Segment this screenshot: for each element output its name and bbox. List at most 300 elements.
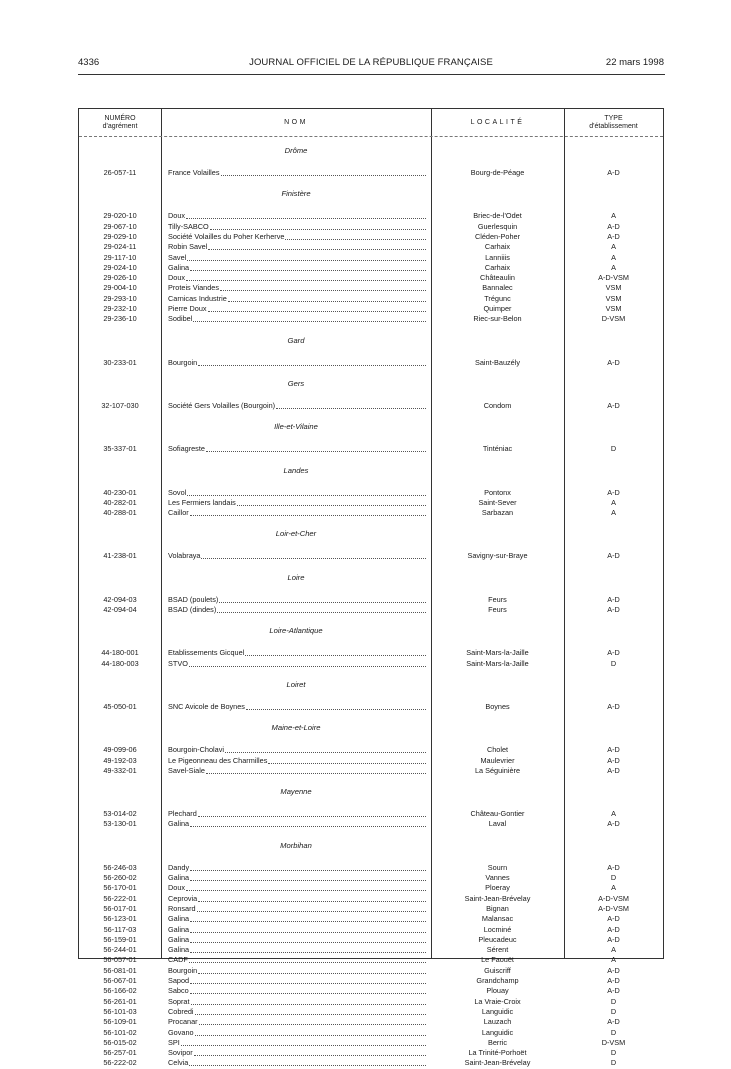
numero-cell: 53-130-01 — [103, 819, 137, 829]
nom-cell — [168, 222, 426, 232]
type-cell: A-D — [607, 1017, 620, 1027]
nom-cell — [168, 863, 426, 873]
type-cell: A — [611, 211, 616, 221]
localite-cell: Malansac — [481, 914, 514, 924]
localite-cell: Châteaulin — [480, 273, 515, 283]
departement-heading: Finistère — [281, 189, 311, 199]
dot-leader — [245, 648, 426, 656]
nom-cell — [168, 273, 426, 283]
nom-text: Galina — [168, 873, 190, 882]
nom-cell — [168, 283, 426, 293]
nom-cell — [168, 1048, 426, 1058]
localite-cell: Feurs — [488, 605, 507, 614]
dot-leader — [187, 253, 426, 261]
nom-cell — [168, 894, 426, 904]
nom-cell — [168, 595, 426, 605]
type-cell: D — [610, 996, 617, 1006]
dot-leader — [186, 211, 426, 219]
dot-leader — [190, 914, 426, 922]
dot-leader — [186, 883, 426, 891]
table-row — [79, 894, 663, 904]
nom-cell — [168, 605, 426, 615]
numero-cell: 29-024-10 — [103, 262, 137, 272]
departement-heading: Loiret — [286, 679, 306, 689]
dot-leader — [198, 809, 426, 817]
nom-text: Sapod — [168, 976, 190, 985]
nom-cell — [168, 551, 426, 561]
table-row — [79, 883, 663, 893]
numero-cell: 56-170-01 — [103, 883, 137, 893]
departement-heading: Loire-Atlantique — [269, 626, 323, 636]
localite-cell: Sérent — [486, 945, 509, 955]
table-row — [79, 766, 663, 776]
type-cell: A-D — [607, 986, 620, 996]
table-row — [79, 955, 663, 965]
table-row — [79, 1017, 663, 1027]
type-cell: D-VSM — [601, 314, 626, 324]
type-cell: VSM — [605, 283, 622, 293]
type-cell: D-VSM — [601, 1037, 626, 1047]
type-cell: D — [610, 1027, 617, 1037]
numero-cell: 56-109-01 — [103, 1017, 137, 1027]
numero-cell: 32-107-030 — [101, 400, 139, 410]
departement-heading: Loir-et-Cher — [275, 529, 317, 539]
numero-cell: 56-101-03 — [103, 1006, 137, 1016]
numero-cell: 49-099-06 — [103, 745, 137, 755]
table-row — [79, 756, 663, 766]
nom-text: Sovipor — [168, 1048, 193, 1058]
localite-cell: Lauzach — [483, 1017, 512, 1027]
nom-text: Caillor — [168, 508, 189, 518]
type-cell: A-D — [607, 487, 620, 497]
dot-leader — [201, 551, 426, 559]
nom-text: Doux — [168, 883, 186, 893]
table-row — [79, 1038, 663, 1048]
type-cell: A-D — [607, 400, 620, 410]
dot-leader — [187, 488, 426, 496]
localite-cell: Maulevrier — [480, 755, 515, 765]
nom-cell — [168, 819, 426, 829]
localite-cell: Château-Gontier — [470, 809, 525, 819]
nom-text: Plechard — [168, 809, 197, 819]
numero-cell: 26-057-11 — [103, 168, 137, 177]
header-type — [564, 109, 663, 137]
nom-text: Sabco — [168, 986, 189, 996]
table-row — [79, 444, 663, 454]
nom-text: France Volailles — [168, 168, 220, 177]
nom-cell — [168, 294, 426, 304]
nom-cell — [168, 488, 426, 498]
nom-cell — [168, 976, 426, 986]
dot-leader — [193, 314, 426, 322]
dot-leader — [246, 702, 426, 710]
numero-cell: 40-230-01 — [103, 487, 137, 497]
nom-text: SNC Avicole de Boynes — [168, 701, 245, 711]
nom-text: Le Pigeonneau des Charmilles — [168, 755, 268, 765]
nom-cell — [168, 745, 426, 755]
dot-leader — [190, 263, 426, 271]
table-row — [79, 314, 663, 324]
header-rule — [78, 74, 665, 75]
table-row — [79, 1028, 663, 1038]
type-cell: A-D — [607, 357, 620, 367]
numero-cell: 29-236-10 — [103, 314, 137, 324]
nom-cell — [168, 1007, 426, 1017]
nom-cell — [168, 1058, 426, 1068]
nom-text: Galina — [168, 924, 190, 934]
nom-cell — [168, 232, 426, 242]
table-row — [79, 222, 663, 232]
numero-cell: 56-257-01 — [103, 1048, 137, 1058]
type-cell: A-D-VSM — [598, 893, 629, 903]
dot-leader — [190, 925, 426, 933]
numero-cell: 44-180-003 — [101, 658, 139, 668]
numero-cell: 56-246-03 — [103, 862, 137, 872]
localite-cell: Boynes — [485, 701, 510, 711]
localite-cell: Bignan — [486, 903, 509, 913]
nom-text: Sofiagreste — [168, 444, 205, 454]
localite-cell: Saint-Sever — [478, 497, 517, 507]
nom-cell — [168, 873, 426, 883]
localite-cell: Le Faouët — [481, 955, 514, 965]
nom-cell — [168, 168, 426, 178]
numero-cell: 56-159-01 — [103, 934, 137, 944]
table-row — [79, 242, 663, 252]
localite-cell: Saint-Bauzély — [474, 357, 521, 367]
localite-cell: La Trinité-Porhoët — [468, 1048, 527, 1058]
nom-text: Pierre Doux — [168, 304, 207, 313]
nom-cell — [168, 966, 426, 976]
numero-cell: 42-094-04 — [103, 605, 137, 614]
table-row — [79, 1048, 663, 1058]
dot-leader — [210, 222, 426, 230]
type-cell: A-D-VSM — [598, 903, 629, 913]
localite-cell: Cholet — [486, 745, 509, 755]
table-row — [79, 976, 663, 986]
dot-leader — [189, 1058, 426, 1066]
table-row — [79, 863, 663, 873]
nom-text: Les Fermiers landais — [168, 497, 236, 507]
dot-leader — [190, 986, 426, 994]
nom-text: Procanar — [168, 1017, 198, 1027]
dot-leader — [206, 766, 426, 774]
type-cell: A — [611, 497, 616, 507]
nom-cell — [168, 508, 426, 518]
dot-leader — [198, 894, 426, 902]
localite-cell: Guerlesquin — [477, 221, 518, 231]
departement-heading: Morbihan — [280, 840, 312, 850]
type-cell: A-D — [607, 976, 620, 985]
journal-title: JOURNAL OFFICIEL DE LA RÉPUBLIQUE FRANÇAISE — [249, 57, 493, 68]
type-cell: A — [611, 252, 616, 262]
type-cell: A — [611, 262, 616, 272]
type-cell: A-D — [607, 168, 620, 177]
localite-cell: Tinténiac — [482, 444, 513, 454]
departement-heading: Landes — [283, 465, 309, 475]
localite-cell: Pleucadeuc — [478, 934, 517, 944]
dot-leader — [190, 873, 426, 881]
nom-cell — [168, 242, 426, 252]
numero-cell: 29-067-10 — [103, 221, 137, 231]
nom-cell — [168, 358, 426, 368]
dot-leader — [206, 444, 426, 452]
type-cell: A-D — [607, 745, 620, 755]
dot-leader — [237, 498, 426, 506]
agrement-table — [78, 108, 664, 1068]
numero-cell: 29-293-10 — [103, 293, 137, 303]
nom-cell — [168, 935, 426, 945]
localite-cell: Feurs — [488, 594, 507, 604]
type-cell: A-D — [607, 755, 620, 765]
dot-leader — [198, 966, 426, 974]
table-row — [79, 702, 663, 712]
localite-cell: Languidic — [481, 1027, 514, 1037]
dot-leader — [190, 863, 426, 871]
table-row — [79, 648, 663, 658]
type-cell: A-D — [607, 914, 620, 924]
table-row — [79, 966, 663, 976]
nom-cell — [168, 1017, 426, 1027]
numero-cell: 29-117-10 — [103, 252, 137, 262]
dot-leader — [197, 904, 426, 912]
nom-text: Ronsard — [168, 903, 196, 913]
departement-heading: Gard — [287, 335, 305, 345]
nom-text: Sovol — [168, 487, 187, 497]
nom-cell — [168, 304, 426, 314]
departement-heading: Mayenne — [280, 787, 312, 797]
numero-cell: 56-057-01 — [103, 955, 137, 965]
localite-cell: Plouay — [486, 986, 509, 996]
nom-text: Bourgoin — [168, 357, 198, 367]
type-cell: A-D — [607, 605, 620, 614]
localite-cell: Bannalec — [482, 283, 513, 293]
nom-cell — [168, 809, 426, 819]
localite-cell: Locminé — [483, 924, 512, 934]
localite-cell: Saint-Jean-Brévelay — [464, 893, 531, 903]
localite-cell: Cléden-Poher — [474, 231, 521, 241]
nom-text: Galina — [168, 262, 190, 272]
table-row — [79, 1007, 663, 1017]
nom-text: Bourgoin-Cholavi — [168, 745, 224, 755]
table-row — [79, 232, 663, 242]
table-row — [79, 605, 663, 615]
dot-leader — [189, 659, 426, 667]
localite-cell: Saint-Jean-Brévelay — [464, 1058, 531, 1068]
localite-cell: Languidic — [481, 1006, 514, 1016]
localite-cell: Saint-Mars-la-Jaille — [466, 648, 529, 658]
table-row — [79, 498, 663, 508]
dot-leader — [220, 283, 426, 291]
dot-leader — [195, 1007, 426, 1015]
localite-cell: Berric — [487, 1037, 508, 1047]
numero-cell: 42-094-03 — [103, 594, 137, 604]
nom-cell — [168, 253, 426, 263]
header-separator — [79, 136, 663, 137]
type-cell: A-D — [607, 765, 620, 775]
dot-leader — [195, 1028, 426, 1036]
nom-text: Ceprovia — [168, 893, 198, 903]
table-row — [79, 659, 663, 669]
departement-heading: Maine-et-Loire — [271, 723, 321, 733]
nom-text: Volabraya — [168, 551, 201, 561]
numero-cell: 29-026-10 — [103, 273, 137, 283]
numero-cell: 56-101-02 — [103, 1027, 137, 1037]
table-row — [79, 935, 663, 945]
numero-cell: 56-067-01 — [103, 976, 137, 985]
nom-text: Galina — [168, 934, 190, 944]
table-row — [79, 273, 663, 283]
table-row — [79, 168, 663, 178]
type-cell: A-D — [607, 701, 620, 711]
type-cell: D — [610, 658, 617, 668]
numero-cell: 29-004-10 — [103, 283, 137, 293]
localite-cell: Quimper — [483, 304, 512, 313]
dot-leader — [194, 1048, 426, 1056]
numero-cell: 56-123-01 — [103, 914, 137, 924]
table-row — [79, 904, 663, 914]
localite-cell: Carhaix — [484, 242, 511, 252]
nom-text: Société Gers Volailles (Bourgoin) — [168, 400, 276, 410]
table-row — [79, 294, 663, 304]
numero-cell: 56-261-01 — [103, 996, 137, 1006]
publication-date: 22 mars 1998 — [605, 57, 664, 68]
nom-cell — [168, 883, 426, 893]
nom-text: Société Volailles du Poher Kerherve — [168, 231, 285, 241]
table-row — [79, 401, 663, 411]
header-localite — [431, 109, 564, 137]
table-row — [79, 925, 663, 935]
localite-cell: Savigny-sur-Braye — [467, 551, 528, 561]
type-cell: A — [611, 508, 616, 518]
nom-text: BSAD (dindes) — [168, 605, 217, 614]
numero-cell: 40-282-01 — [103, 497, 137, 507]
localite-cell: Pontonx — [484, 487, 511, 497]
nom-text: BSAD (poulets) — [168, 594, 219, 604]
type-cell: A-D-VSM — [598, 273, 629, 283]
nom-cell — [168, 1028, 426, 1038]
nom-cell — [168, 766, 426, 776]
localite-cell: Sarbazan — [481, 508, 514, 518]
localite-cell: Riec-sur-Belon — [473, 314, 522, 324]
dot-leader — [190, 819, 426, 827]
table-row — [79, 945, 663, 955]
localite-cell: Grandchamp — [476, 976, 519, 985]
localite-cell: Ploeray — [485, 883, 510, 893]
nom-text: Dandy — [168, 862, 190, 872]
header-numero — [79, 109, 161, 137]
table-row — [79, 253, 663, 263]
nom-text: Doux — [168, 211, 186, 221]
numero-cell: 40-288-01 — [103, 508, 137, 518]
header-nom — [161, 109, 431, 137]
dot-leader — [190, 945, 426, 953]
dot-leader — [208, 242, 426, 250]
nom-cell — [168, 648, 426, 658]
localite-cell: Vannes — [485, 873, 510, 882]
type-cell: A — [611, 883, 616, 893]
nom-text: Galina — [168, 914, 190, 924]
numero-cell: 56-017-01 — [103, 903, 137, 913]
table-row — [79, 873, 663, 883]
numero-cell: 56-244-01 — [103, 945, 137, 955]
table-row — [79, 304, 663, 314]
table-row — [79, 488, 663, 498]
numero-cell: 56-081-01 — [103, 965, 137, 975]
dot-leader — [191, 997, 427, 1005]
numero-cell: 29-020-10 — [103, 211, 137, 221]
numero-cell: 56-166-02 — [103, 986, 137, 996]
type-cell: A-D — [607, 862, 620, 872]
localite-cell: Sourn — [487, 862, 508, 872]
table-row — [79, 508, 663, 518]
dot-leader — [186, 273, 426, 281]
nom-cell — [168, 702, 426, 712]
nom-cell — [168, 904, 426, 914]
dot-leader — [228, 294, 426, 302]
numero-cell: 44-180-001 — [101, 648, 139, 658]
type-cell: A — [611, 809, 616, 819]
type-cell: A-D — [607, 965, 620, 975]
header-numero-label: NUMÉRO — [104, 115, 136, 122]
type-cell: D — [610, 444, 617, 454]
dot-leader — [285, 232, 426, 240]
type-cell: A — [611, 955, 616, 965]
table-row — [79, 809, 663, 819]
table-row — [79, 358, 663, 368]
nom-text: Etablissements Gicquel — [168, 648, 245, 658]
nom-text: Galina — [168, 945, 190, 955]
type-cell: VSM — [605, 304, 622, 313]
numero-cell: 56-222-01 — [103, 893, 137, 903]
localite-cell: La Vraie-Croix — [474, 996, 521, 1006]
type-cell: VSM — [605, 293, 622, 303]
numero-cell: 49-332-01 — [103, 765, 137, 775]
dot-leader — [181, 1038, 426, 1046]
type-cell: D — [610, 873, 617, 882]
type-cell: A — [611, 945, 616, 955]
table-row — [79, 997, 663, 1007]
numero-cell: 29-029-10 — [103, 231, 137, 241]
departement-heading: Drôme — [284, 146, 308, 155]
nom-cell — [168, 986, 426, 996]
numero-cell: 29-232-10 — [103, 304, 137, 313]
type-cell: A-D — [607, 594, 620, 604]
nom-cell — [168, 314, 426, 324]
type-cell: A-D — [607, 221, 620, 231]
nom-cell — [168, 263, 426, 273]
numero-cell: 56-015-02 — [103, 1037, 137, 1047]
table-row — [79, 283, 663, 293]
table-row — [79, 595, 663, 605]
page-number: 4336 — [78, 57, 100, 68]
dot-leader — [221, 168, 426, 176]
dot-leader — [225, 745, 426, 753]
type-cell: D — [610, 1048, 617, 1058]
nom-text: STVO — [168, 658, 188, 668]
nom-text: Bourgoin — [168, 965, 198, 975]
type-cell: A-D — [607, 648, 620, 658]
departement-heading: Gers — [287, 378, 305, 388]
nom-text: Proteis Viandes — [168, 283, 219, 293]
type-cell: A-D — [607, 551, 620, 561]
nom-cell — [168, 756, 426, 766]
nom-cell — [168, 945, 426, 955]
header-nom-label: NOM — [284, 119, 308, 126]
dot-leader — [189, 955, 426, 963]
nom-text: Doux — [168, 273, 186, 283]
localite-cell: Guiscriff — [484, 965, 511, 975]
nom-cell — [168, 401, 426, 411]
